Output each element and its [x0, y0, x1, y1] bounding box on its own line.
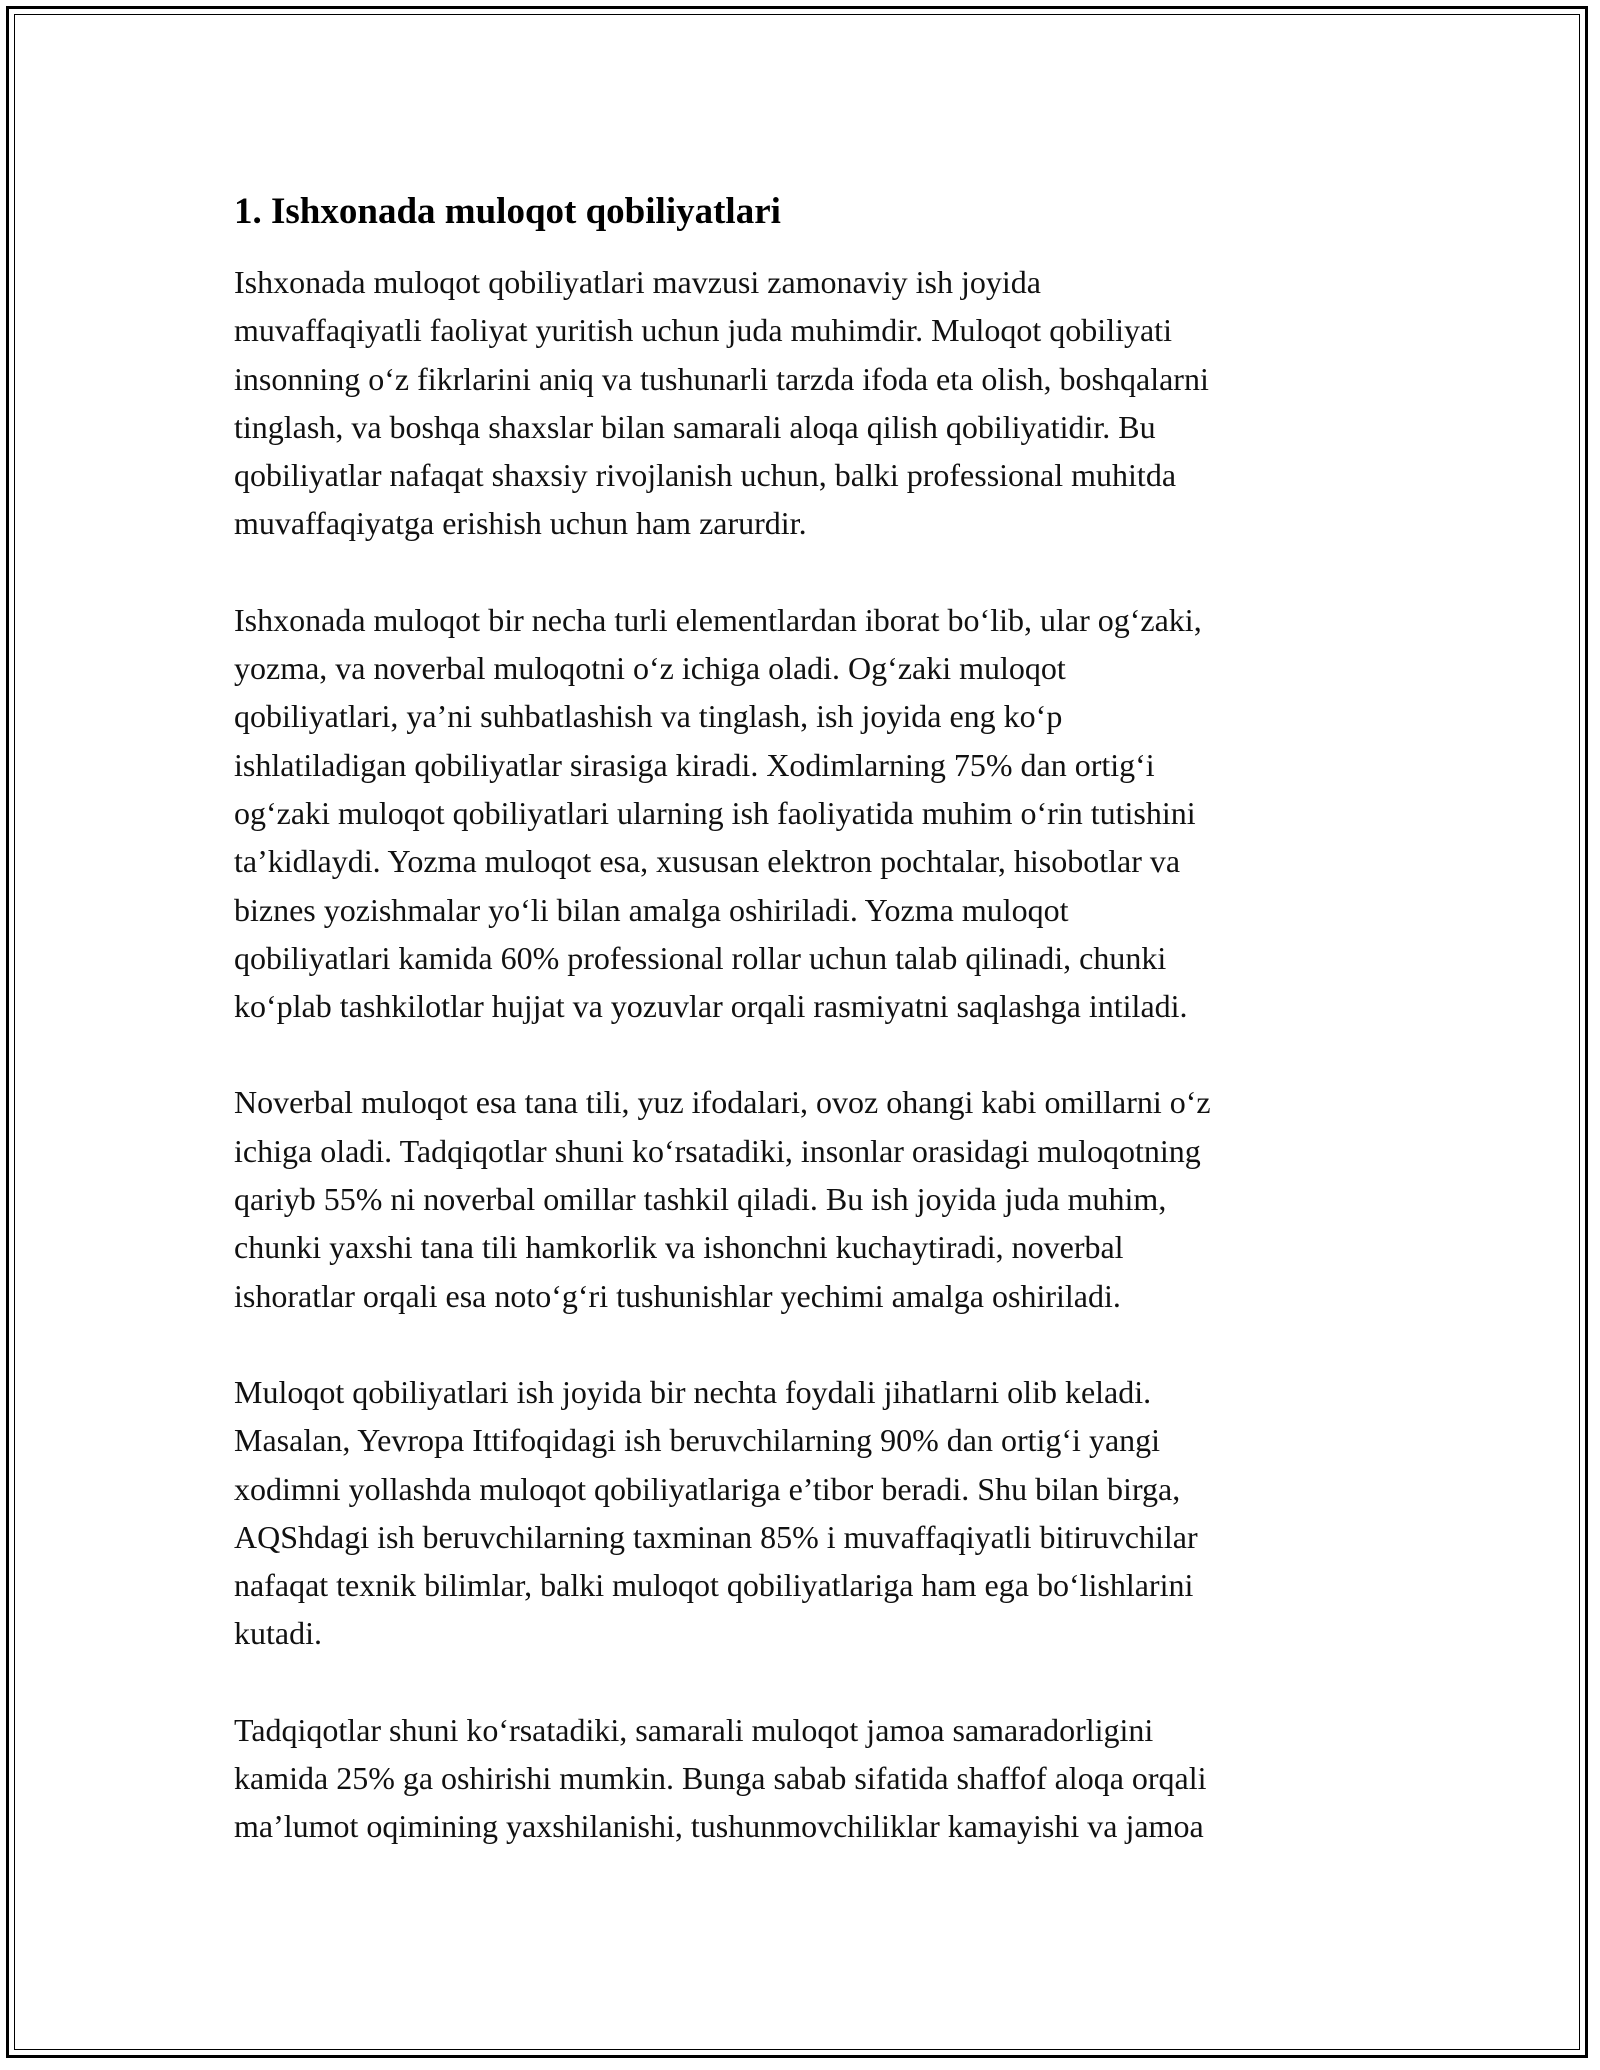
paragraph-line: qobiliyatlari kamida 60% professional rollar uchun talab qilinadi, chunki [234, 939, 1167, 976]
paragraph-1 [234, 258, 1374, 548]
paragraph-line: Muloqot qobiliyatlari ish joyida bir nechta foydali jihatlarni olib keladi. [234, 1373, 1152, 1410]
paragraph-line: qobiliyatlari, ya’ni suhbatlashish va tinglash, ish joyida eng ko‘p [234, 698, 1063, 735]
paragraph-line: biznes yozishmalar yo‘li bilan amalga oshiriladi. Yozma muloqot [234, 891, 1069, 928]
paragraph-line: nafaqat texnik bilimlar, balki muloqot qobiliyatlariga ham ega bo‘lishlarini [234, 1567, 1194, 1604]
paragraph-4 [234, 1368, 1374, 1658]
document-body [234, 188, 1374, 1899]
paragraph-line: Ishxonada muloqot bir necha turli elementlardan iborat bo‘lib, ular og‘zaki, [234, 601, 1202, 638]
paragraph-line: ishlatiladigan qobiliyatlar sirasiga kiradi. Xodimlarning 75% dan ortig‘i [234, 746, 1155, 783]
section-heading: 1. Ishxonada muloqot qobiliyatlari [234, 191, 781, 232]
paragraph-line: Masalan, Yevropa Ittifoqidagi ish beruvchilarning 90% dan ortig‘i yangi [234, 1422, 1161, 1459]
paragraph-line: qobiliyatlar nafaqat shaxsiy rivojlanish uchun, balki professional muhitda [234, 457, 1177, 494]
paragraph-line: ma’lumot oqimining yaxshilanishi, tushunmovchiliklar kamayishi va jamoa [234, 1808, 1204, 1845]
paragraph-line: Ishxonada muloqot qobiliyatlari mavzusi zamonaviy ish joyida [234, 264, 1041, 300]
paragraph-line: kutadi. [234, 1615, 322, 1652]
paragraph-line: chunki yaxshi tana tili hamkorlik va ishonchni kuchaytiradi, noverbal [234, 1229, 1124, 1266]
paragraph-line: insonning o‘z fikrlarini aniq va tushunarli tarzda ifoda eta olish, boshqalarni [234, 360, 1209, 397]
paragraph-line: tinglash, va boshqa shaxslar bilan samarali aloqa qilish qobiliyatidir. Bu [234, 408, 1156, 445]
paragraph-line: muvaffaqiyatli faoliyat yuritish uchun juda muhimdir. Muloqot qobiliyati [234, 312, 1172, 349]
paragraph-line: ko‘plab tashkilotlar hujjat va yozuvlar orqali rasmiyatni saqlashga intiladi. [234, 988, 1188, 1025]
paragraph-3 [234, 1078, 1374, 1319]
paragraph-line: muvaffaqiyatga erishish uchun ham zarurdir. [234, 505, 807, 542]
paragraph-line: og‘zaki muloqot qobiliyatlari ularning ish faoliyatida muhim o‘rin tutishini [234, 794, 1196, 831]
paragraph-5 [234, 1706, 1374, 1851]
paragraph-line: ta’kidlaydi. Yozma muloqot esa, xususan elektron pochtalar, hisobotlar va [234, 843, 1181, 880]
paragraph-line: qariyb 55% ni noverbal omillar tashkil qiladi. Bu ish joyida juda muhim, [234, 1181, 1167, 1218]
paragraph-line: Tadqiqotlar shuni ko‘rsatadiki, samarali muloqot jamoa samaradorligini [234, 1711, 1154, 1748]
paragraph-line: yozma, va noverbal muloqotni o‘z ichiga oladi. Og‘zaki muloqot [234, 650, 1066, 687]
paragraph-line: xodimni yollashda muloqot qobiliyatlariga e’tibor beradi. Shu bilan birga, [234, 1470, 1181, 1507]
paragraph-2 [234, 596, 1374, 1031]
paragraph-line: ichiga oladi. Tadqiqotlar shuni ko‘rsatadiki, insonlar orasidagi muloqotning [234, 1132, 1201, 1169]
paragraph-line: Noverbal muloqot esa tana tili, yuz ifodalari, ovoz ohangi kabi omillarni o‘z [234, 1084, 1211, 1121]
paragraph-line: AQShdagi ish beruvchilarning taxminan 85% i muvaffaqiyatli bitiruvchilar [234, 1518, 1198, 1555]
paragraph-line: kamida 25% ga oshirishi mumkin. Bunga sabab sifatida shaffof aloqa orqali [234, 1760, 1207, 1797]
paragraph-line: ishoratlar orqali esa noto‘g‘ri tushunishlar yechimi amalga oshiriladi. [234, 1277, 1121, 1314]
